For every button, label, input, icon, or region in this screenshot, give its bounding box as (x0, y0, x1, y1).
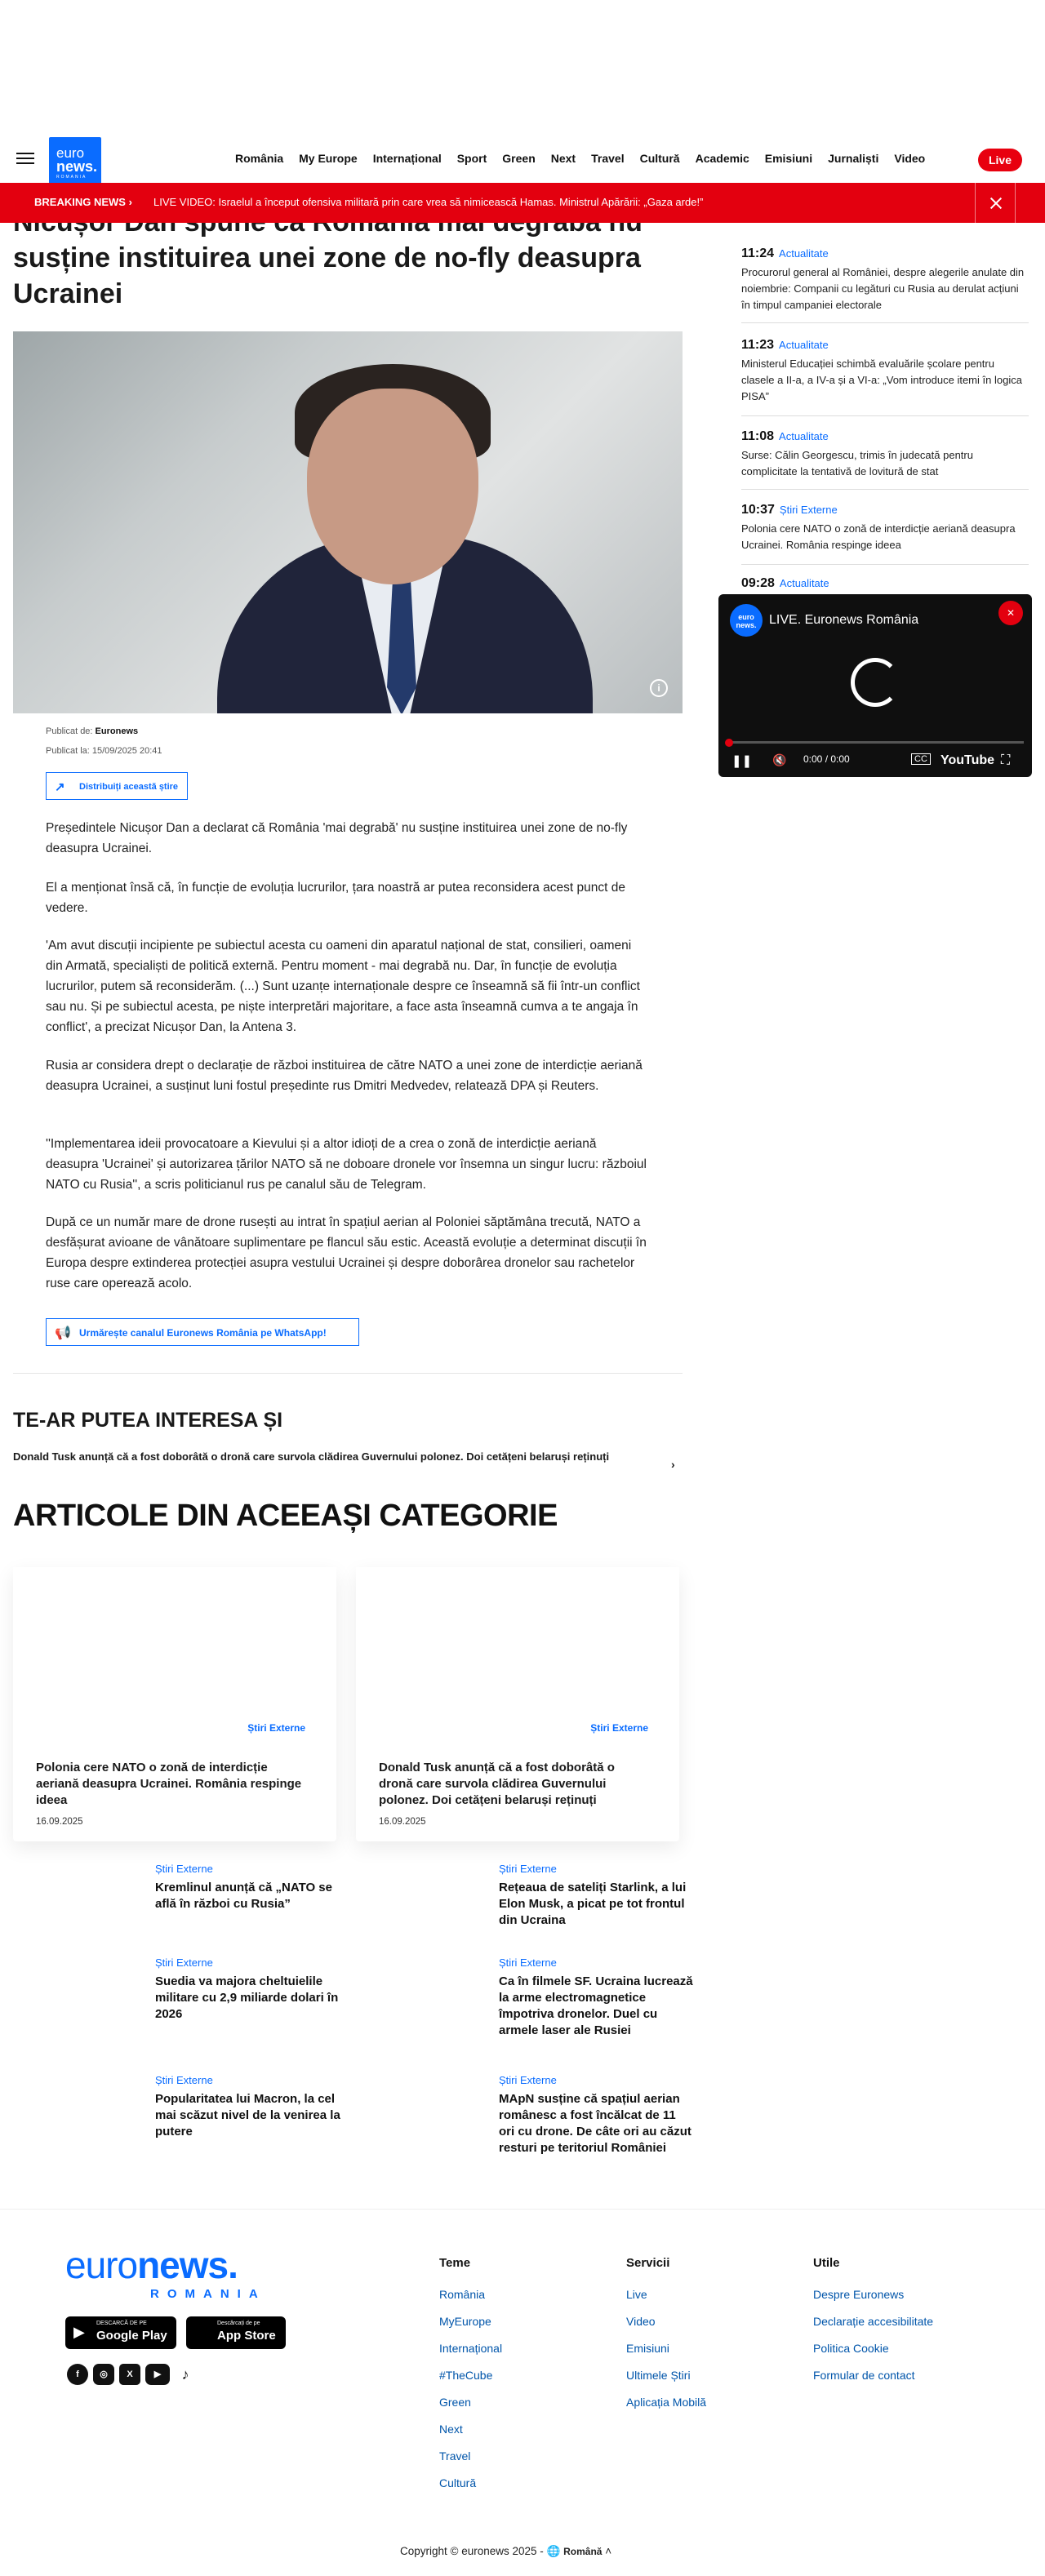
nav-item[interactable]: Sport (456, 152, 487, 165)
youtube-icon[interactable]: ▶ (145, 2364, 170, 2385)
language-selector[interactable]: Română (563, 2546, 603, 2557)
time-display: 0:00 / 0:00 (803, 753, 850, 765)
footer-col-heading: Servicii (626, 2256, 670, 2270)
card-category[interactable]: Știri Externe (247, 1722, 305, 1734)
breaking-label: BREAKING NEWS › (34, 196, 132, 208)
footer-link[interactable]: România (439, 2288, 486, 2301)
news-time: 11:24 (741, 246, 775, 260)
list-item[interactable] (155, 1956, 351, 2023)
loading-spinner (851, 658, 900, 707)
list-item[interactable] (155, 1863, 351, 1912)
news-tag[interactable]: Actualitate (779, 339, 829, 351)
latest-news-item[interactable] (741, 338, 1029, 416)
footer-link[interactable]: Ultimele Știri (626, 2369, 691, 2382)
list-item-category[interactable]: Știri Externe (155, 1956, 213, 1969)
channel-logo[interactable]: euro news. (730, 604, 763, 637)
article-paragraph: Rusia ar considera drept o declarație de război instituirea de către NATO a unei zone de interdicție aeriană deasupra Ucrainei, a susținut luni fostul președinte rus Dmitri Medvedev, relatează DPA și Reuters. (46, 1059, 643, 1093)
logo-text-sub: ROMANIA (56, 175, 87, 180)
article-card[interactable] (356, 1567, 679, 1841)
progress-bar[interactable] (727, 741, 1024, 744)
footer-col-teme (439, 2256, 502, 2503)
footer-link[interactable]: Emisiuni (626, 2342, 669, 2355)
close-icon[interactable] (975, 183, 1016, 223)
logo-text-top: euro (56, 145, 85, 161)
share-icon: ↗ (55, 780, 65, 794)
progress-handle[interactable] (725, 739, 733, 747)
live-button[interactable]: Live (978, 149, 1022, 171)
card-category[interactable]: Știri Externe (590, 1722, 648, 1734)
footer-link[interactable]: Travel (439, 2449, 471, 2463)
nav-item[interactable]: Emisiuni (764, 152, 813, 165)
news-time: 11:08 (741, 429, 775, 443)
share-button[interactable]: ↗ Distribuiți această știre (46, 772, 188, 800)
logo-text-bottom: news. (56, 158, 98, 175)
list-item[interactable] (499, 2074, 695, 2156)
article-hero-image (13, 331, 683, 713)
pause-icon[interactable]: ❚❚ (732, 754, 753, 768)
footer-link[interactable]: MyEurope (439, 2315, 491, 2328)
card-date: 16.09.2025 (36, 1817, 83, 1827)
news-tag[interactable]: Actualitate (779, 577, 829, 589)
recommend-item[interactable]: Donald Tusk anunță că a fost doborâtă o dronă care survola clădirea Guvernului polonez. Doi cetățeni belaruși reținuți (13, 1450, 610, 1463)
megaphone-icon: 📢 (55, 1326, 71, 1340)
list-item[interactable] (499, 1956, 695, 2039)
list-item-title[interactable]: Rețeaua de sateliți Starlink, a lui Elon Musk, a picat pe tot frontul din Ucraina (499, 1881, 687, 1927)
article-paragraph: După ce un număr mare de drone rusești au intrat în spațiul aerian al Poloniei săptămâna trecută, NATO a desfășurat avioane de vânătoare suplimentare pe flancul său estic. Această evoluție a determinat discuții în Europa despre extinderea protecției asupra vestului Ucrainei și despre doborârea dronelor sau rachetelor ruse care operează acolo. (46, 1215, 647, 1290)
list-item-title[interactable]: Popularitatea lui Macron, la cel mai scăzut nivel de la venirea la putere (155, 2092, 340, 2139)
news-time: 10:37 (741, 503, 775, 517)
footer-link[interactable]: Politica Cookie (813, 2342, 889, 2355)
list-item[interactable] (499, 1863, 695, 1929)
news-tag[interactable]: Actualitate (779, 247, 829, 260)
latest-news-item[interactable] (741, 246, 1029, 323)
card-image (356, 1567, 679, 1714)
footer-link[interactable]: Live (626, 2288, 647, 2301)
close-icon[interactable]: ✕ (998, 601, 1023, 625)
published-by: Publicat de: Euronews (46, 726, 139, 736)
nav-item[interactable]: România (235, 152, 284, 165)
chevron-right-icon[interactable]: › (671, 1458, 675, 1471)
footer-link[interactable]: Cultură (439, 2476, 477, 2489)
list-item-category[interactable]: Știri Externe (155, 2074, 213, 2086)
news-tag[interactable]: Actualitate (779, 430, 829, 442)
news-text[interactable]: Ministerul Educației schimbă evaluările școlare pentru clasele a II-a, a IV-a și a VI-a: „Vom introduce itemi în logica PISA” (741, 358, 1022, 402)
latest-news-item[interactable] (741, 429, 1029, 490)
card-title[interactable]: Polonia cere NATO o zonă de interdicție aeriană deasupra Ucrainei. România respinge ideea (36, 1761, 302, 1807)
list-item-title[interactable]: Ca în filmele SF. Ucraina lucrează la arme electromagnetice împotriva dronelor. Duel cu armele laser ale Rusiei (499, 1974, 693, 2037)
nav-item[interactable]: My Europe (299, 152, 358, 165)
article-title: susține instituirea unei zone de no-fly deasupra Ucrainei (13, 242, 641, 309)
app-store-button[interactable]: Descărcați de pe App Store (186, 2316, 286, 2349)
article-paragraph: ''Implementarea ideii provocatoare a Kievului și a altor idioți de a crea o zonă de interdicție aeriană deasupra 'Ucrainei' și autorizarea țărilor NATO să ne doboare dronele vor însemna un singur lucru: războiul NATO cu Rusia'', a scris politicianul rus pe canalul său de Telegram. (46, 1137, 647, 1192)
list-item-category[interactable]: Știri Externe (499, 2074, 557, 2086)
main-nav (235, 152, 940, 168)
instagram-icon[interactable]: ◎ (93, 2364, 114, 2385)
globe-icon: 🌐 (546, 2545, 561, 2557)
copyright: Copyright © euronews 2025 - 🌐 Română ˄ (400, 2545, 612, 2557)
article-paragraph: 'Am avut discuții incipiente pe subiectul acesta cu oameni din aparatul național de stat, consilieri, oameni din Armată, specialiști de politică externă. Pentru moment - mai degrabă nu. Dar, în funcție de evoluția lucrurilor, putem să reconsiderăm. (...) Sunt uzanțe internaționale despre ce înseamnă să fii într-un conflict sau nu. Și pe subiectul acesta, pe niște interpretări majoritare, a face asta înseamnă cumva a te angaja în conflict', a precizat Nicușor Dan, la Antena 3. (46, 939, 640, 1034)
footer-link[interactable]: Aplicația Mobilă (626, 2396, 707, 2409)
footer-link[interactable]: Despre Euronews (813, 2288, 905, 2301)
facebook-icon[interactable]: f (67, 2364, 88, 2385)
footer-link[interactable]: Green (439, 2396, 471, 2409)
list-item-category[interactable]: Știri Externe (155, 1863, 213, 1875)
footer-link[interactable]: Formular de contact (813, 2369, 915, 2382)
nav-item[interactable]: Next (550, 152, 576, 165)
news-text[interactable]: Procurorul general al României, despre alegerile anulate din noiembrie: Companii cu legături cu Rusia au derulat acțiuni în timpul campaniei electorale (741, 266, 1025, 311)
latest-news-item[interactable] (741, 576, 1029, 596)
list-item-title[interactable]: Kremlinul anunță că „NATO se află în război cu Rusia” (155, 1881, 332, 1911)
google-play-button[interactable]: ▶ DESCARCĂ DE PE Google Play (65, 2316, 176, 2349)
article-card[interactable] (13, 1567, 336, 1841)
nav-item[interactable]: Travel (591, 152, 625, 165)
breaking-text[interactable]: LIVE VIDEO: Israelul a început ofensiva militară prin care vrea să nimicească Hamas. Ministrul Apărării: „Gaza arde!” (153, 196, 704, 208)
recommend-heading: TE-AR PUTEA INTERESA ȘI (13, 1409, 283, 1432)
article-paragraph: El a menționat însă că, în funcție de evoluția lucrurilor, țara noastră ar putea reconsidera acest punct de vedere. (46, 881, 625, 915)
list-item-title[interactable]: MApN susține că spațiul aerian românesc a fost încălcat de 11 ori cu drone. De câte ori au căzut resturi pe teritoriul României (499, 2092, 691, 2155)
footer-col-utile (813, 2256, 933, 2396)
footer-link[interactable]: Video (626, 2315, 656, 2328)
list-item-title[interactable]: Suedia va majora cheltuielile militare cu 2,9 miliarde dolari în 2026 (155, 1974, 339, 2021)
footer-logo[interactable]: euronews. (65, 2244, 238, 2286)
euronews-logo[interactable] (49, 137, 101, 188)
footer-link[interactable]: Next (439, 2423, 463, 2436)
published-at: Publicat la: 15/09/2025 20:41 (46, 746, 162, 756)
google-play-icon: ▶ (73, 2324, 85, 2340)
info-icon[interactable]: i (650, 679, 668, 697)
footer-logo-sub: ROMANIA (150, 2287, 266, 2301)
article-paragraph: Președintele Nicușor Dan a declarat că România 'mai degrabă' nu susține instituirea unei zone de no-fly deasupra Ucrainei. (46, 821, 628, 855)
news-text[interactable]: Surse: Călin Georgescu, trimis în judecată pentru complicitate la tentativă de lovitură de stat (741, 449, 973, 477)
nav-item[interactable]: Academic (695, 152, 749, 165)
news-text[interactable]: Polonia cere NATO o zonă de interdicție aeriană deasupra Ucrainei. România respinge ideea (741, 522, 1016, 551)
news-time: 09:28 (741, 576, 775, 590)
card-image (13, 1567, 336, 1714)
player-title[interactable]: LIVE. Euronews România (769, 613, 919, 627)
live-video-player[interactable] (718, 594, 1032, 777)
mute-icon[interactable]: 🔇 (772, 753, 787, 766)
list-item-category[interactable]: Știri Externe (499, 1956, 557, 1969)
card-date: 16.09.2025 (379, 1817, 426, 1827)
news-time: 11:23 (741, 338, 775, 352)
news-tag[interactable]: Știri Externe (779, 504, 838, 516)
footer-col-heading: Utile (813, 2256, 840, 2270)
footer-col-heading: Teme (439, 2256, 471, 2270)
divider (13, 1373, 683, 1374)
category-heading: ARTICOLE DIN ACEEAȘI CATEGORIE (13, 1499, 558, 1533)
footer-col-servicii (626, 2256, 706, 2423)
nav-item[interactable]: Jurnaliști (828, 152, 879, 165)
menu-icon[interactable] (16, 153, 34, 164)
youtube-logo[interactable]: YouTube (940, 753, 995, 767)
footer-link[interactable]: #TheCube (439, 2369, 493, 2382)
nav-item[interactable]: Cultură (639, 152, 680, 165)
nav-item[interactable]: Green (502, 152, 536, 165)
nav-item[interactable]: Video (894, 152, 926, 165)
fullscreen-icon[interactable]: ⛶ (1001, 753, 1011, 767)
list-item[interactable] (155, 2074, 351, 2140)
list-item-category[interactable]: Știri Externe (499, 1863, 557, 1875)
footer-link[interactable]: Internațional (439, 2342, 503, 2355)
whatsapp-button[interactable]: 📢 Urmărește canalul Euronews România pe WhatsApp! (46, 1318, 359, 1346)
latest-news-item[interactable] (741, 503, 1029, 565)
tiktok-icon[interactable]: ♪ (181, 2366, 189, 2383)
footer-link[interactable]: Declarație accesibilitate (813, 2315, 934, 2328)
card-title[interactable]: Donald Tusk anunță că a fost doborâtă o dronă care survola clădirea Guvernului polonez. Doi cetățeni belaruși reținuți (379, 1761, 615, 1807)
x-icon[interactable]: X (119, 2364, 140, 2385)
breaking-news-bar[interactable] (0, 183, 1045, 223)
nav-item[interactable]: Internațional (372, 152, 442, 165)
captions-icon[interactable]: CC (911, 753, 931, 765)
